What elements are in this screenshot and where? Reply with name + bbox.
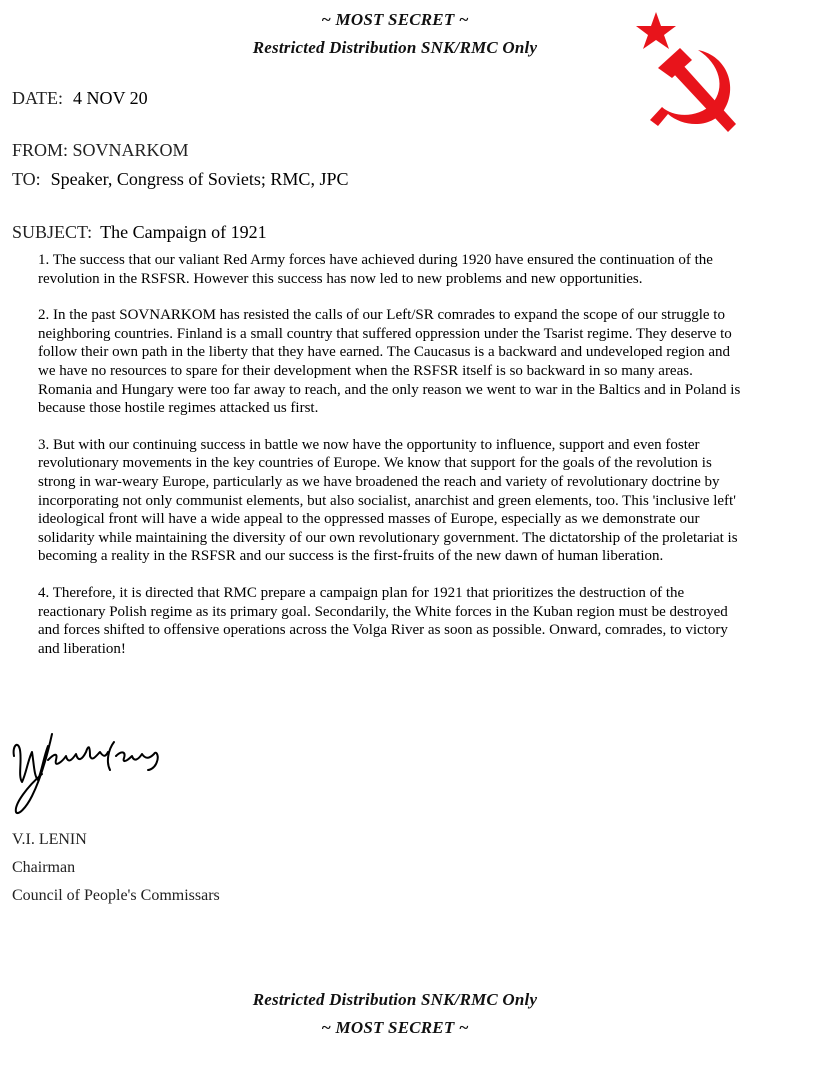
distribution-footer: Restricted Distribution SNK/RMC Only (252, 990, 538, 1009)
signatory-title: Chairman (12, 859, 76, 876)
classification-header: ~ MOST SECRET ~ (321, 10, 469, 29)
to-field (12, 169, 348, 190)
subject-label: SUBJECT: (12, 222, 93, 242)
hammer-and-sickle-icon (628, 10, 758, 140)
date-label: DATE: (12, 88, 63, 108)
handwritten-signature (8, 716, 168, 820)
memo-body (38, 251, 743, 676)
to-value: Speaker, Congress of Soviets; RMC, JPC (50, 169, 349, 189)
subject-field (12, 222, 267, 243)
signatory-organization: Council of People's Commissars (12, 887, 220, 904)
distribution-header: Restricted Distribution SNK/RMC Only (252, 38, 538, 57)
date-field (12, 88, 148, 109)
to-label: TO: (12, 169, 41, 189)
signatory-name: V.I. LENIN (12, 831, 87, 848)
subject-value: The Campaign of 1921 (100, 222, 267, 242)
from-label: FROM: SOVNARKOM (12, 140, 189, 160)
paragraph-3: 3. But with our continuing success in battle we now have the opportunity to influence, support and even foster revolutionary movements in the key countries of Europe. We know that support for the goals of the revolution is strong in war-weary Europe, particularly as we have broadened the reach and variety of revolutionary doctrine by incorporating not only communist elements, but also socialist, anarchist and green elements, too. This 'inclusive left' ideological front will have a wide appeal to the oppressed masses of Europe, especially as we demonstrate our solidarity while maintaining the diversity of our own revolutionary government. The dictatorship of the proletariat is becoming a reality in the RSFSR and our success is the first-fruits of the new dawn of human liberation. (38, 436, 738, 565)
classification-footer: ~ MOST SECRET ~ (321, 1018, 469, 1037)
paragraph-2: 2. In the past SOVNARKOM has resisted the calls of our Left/SR comrades to expand the scope of our struggle to neighboring countries. Finland is a small country that suffered oppression under the Tsarist regime. They deserve to follow their own path in the liberty that they have earned. The Caucasus is a backward and undeveloped region and we have no resources to spare for their development when the RSFSR itself is so backward in so many areas. Romania and Hungary were too far away to reach, and the only reason we went to war in the Baltics and in Poland is because those hostile regimes attacked us first. (38, 307, 741, 417)
paragraph-1: 1. The success that our valiant Red Army forces have achieved during 1920 have ensured the continuation of the revolution in the RSFSR. However this success has now led to new problems and new opportunities. (38, 252, 713, 287)
signature-block (12, 826, 220, 910)
date-value: 4 NOV 20 (73, 88, 148, 108)
from-field (12, 140, 189, 161)
paragraph-4: 4. Therefore, it is directed that RMC prepare a campaign plan for 1921 that prioritizes the destruction of the reactionary Polish regime as its primary goal. Secondarily, the White forces in the Kuban region must be destroyed and forces shifted to offensive operations across the Volga River as soon as possible. Onward, comrades, to victory and liberation! (38, 584, 728, 657)
